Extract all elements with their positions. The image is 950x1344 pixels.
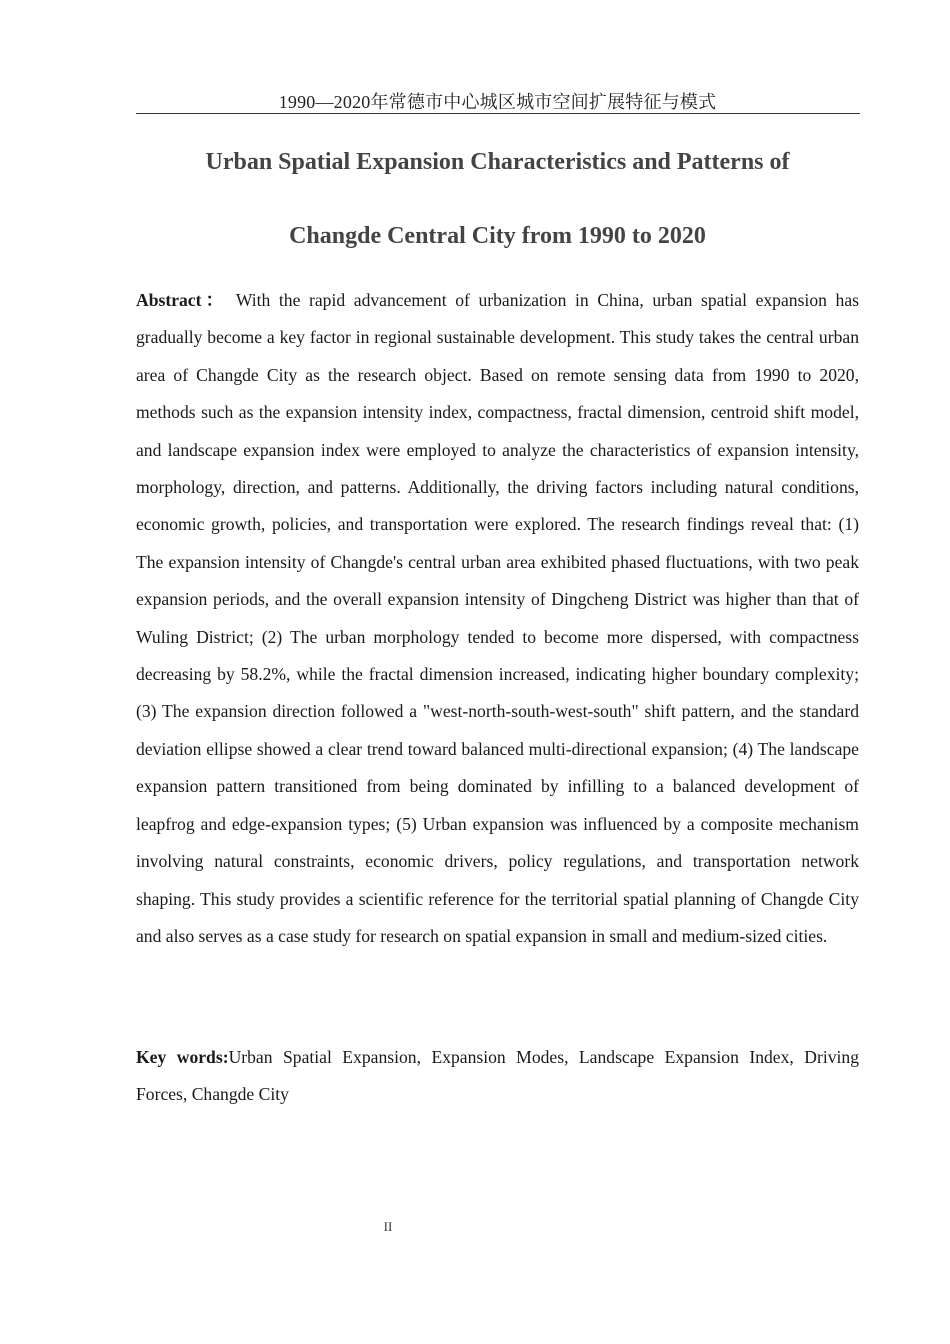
abstract-text: With the rapid advancement of urbanization in China, urban spatial expansion has gradually become a key factor in regional sustainable development. This study takes the central urban area of Changde City as the research object. Based on remote sensing data from 1990 to 2020, methods such as the expansion intensity index, compactness, fractal dimension, centroid shift model, and landscape expansion index were employed to analyze the characteristics of expansion intensity, morphology, direction, and patterns. Additionally, the driving factors including natural conditions, economic growth, policies, and transportation were explored. The research findings reveal that: (1) The expansion intensity of Changde's central urban area exhibited phased fluctuations, with two peak expansion periods, and the overall expansion intensity of Dingcheng District was higher than that of Wuling District; (2) The urban morphology tended to become more dispersed, with compactness decreasing by 58.2%, while the fractal dimension increased, indicating higher boundary complexity; (3) The expansion direction followed a "west-north-south-west-south" shift pattern, and the standard deviation ellipse showed a clear trend toward balanced multi-directional expansion; (4) The landscape expansion pattern transitioned from being dominated by infilling to a balanced development of leapfrog and edge-expansion types; (5) Urban expansion was influenced by a composite mechanism involving natural constraints, economic drivers, policy regulations, and transportation network shaping. This study provides a scientific reference for the territorial spatial planning of Changde City and also serves as a case study for research on spatial expansion in small and medium-sized cities. [136, 290, 859, 946]
abstract-paragraph [136, 282, 859, 955]
running-header: 1990—2020年常德市中心城区城市空间扩展特征与模式 [278, 92, 717, 112]
paper-title-line-2: Changde Central City from 1990 to 2020 [289, 223, 706, 249]
page-number: II [383, 1219, 393, 1234]
keywords-text: Urban Spatial Expansion, Expansion Modes, Landscape Expansion Index, Driving Forces, Changde City [136, 1047, 859, 1105]
keywords-paragraph [136, 1039, 859, 1114]
paper-title-line-1: Urban Spatial Expansion Characteristics and Patterns of [205, 149, 790, 175]
keywords-label: Key words: [136, 1047, 229, 1067]
abstract-label: Abstract： [136, 290, 228, 310]
header-rule [136, 113, 860, 114]
